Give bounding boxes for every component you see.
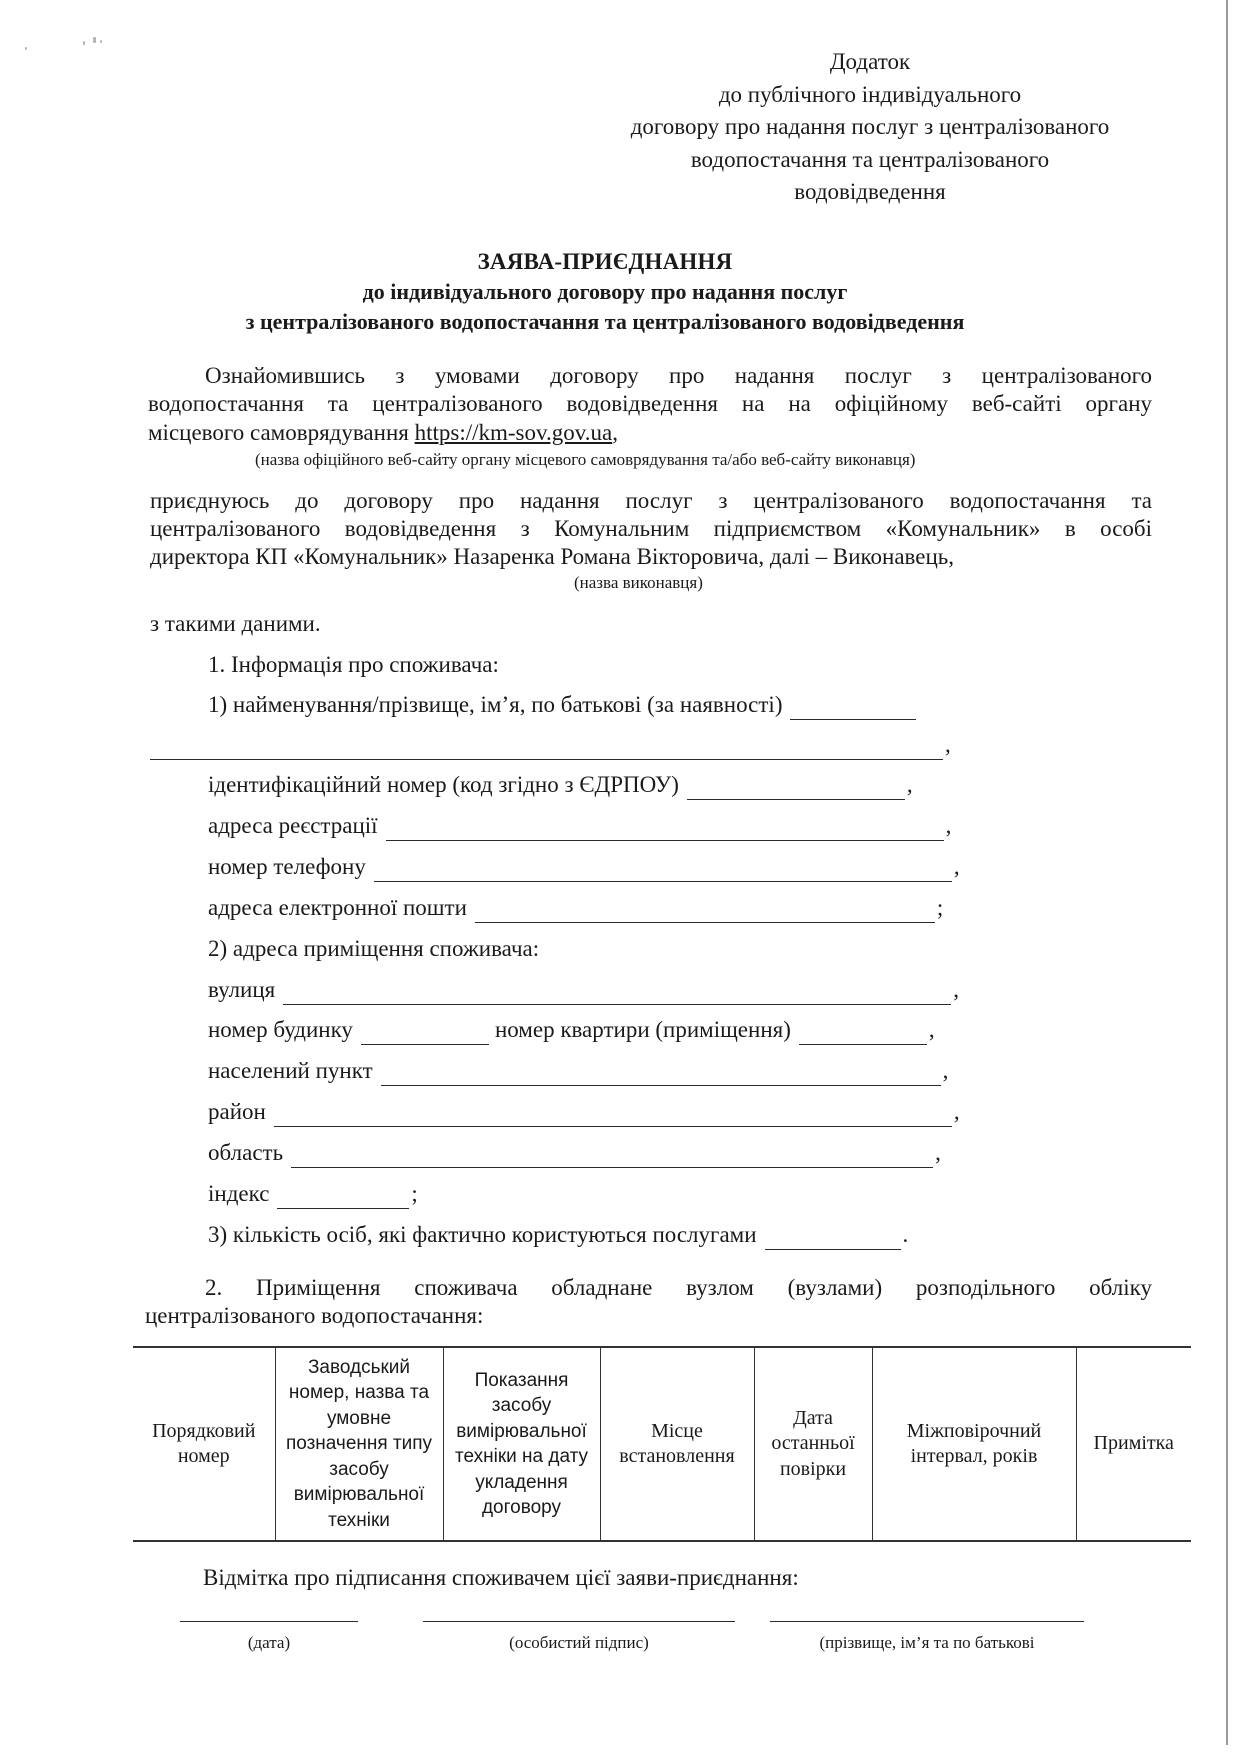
website-link[interactable]: https://km-sov.gov.ua xyxy=(414,420,613,445)
settlement-label: населений пункт xyxy=(208,1058,373,1083)
edrpou-end: , xyxy=(906,772,913,797)
appendix-line: водопостачання та централізованого xyxy=(690,146,1050,172)
email-field[interactable] xyxy=(475,899,935,923)
phone-row xyxy=(208,852,960,882)
apartment-field[interactable] xyxy=(799,1021,927,1045)
house-apartment-row xyxy=(208,1015,935,1045)
executor-caption: (назва виконавця) xyxy=(574,573,703,592)
col-header-factory-number: Заводський номер, назва та умовне позначення типу засобу вимірювальної техніки xyxy=(275,1347,443,1541)
settlement-row xyxy=(208,1056,948,1086)
postcode-label: індекс xyxy=(208,1181,270,1206)
postcode-end: ; xyxy=(411,1181,418,1206)
consumer-name-end: , xyxy=(945,732,951,757)
edrpou-field[interactable] xyxy=(687,776,905,800)
consumer-name-row xyxy=(208,690,916,720)
premises-address-heading: 2) адреса приміщення споживача: xyxy=(208,936,540,961)
section2-line-2: централізованого водопостачання: xyxy=(145,1303,484,1328)
consumer-name-label: 1) найменування/прізвище, ім’я, по батькові (за наявності) xyxy=(208,692,783,717)
join-line-4: з такими даними. xyxy=(150,611,321,636)
full-name-caption: (прізвище, ім’я та по батькові xyxy=(819,1633,1035,1652)
appendix-line: Додаток xyxy=(829,49,911,74)
join-line-2: централізованого водовідведення з Комунальним підприємством «Комунальник» в особі xyxy=(150,516,1152,541)
section2-line-1: 2. Приміщення споживача обладнане вузлом (вузлами) розподільного обліку xyxy=(205,1275,1152,1300)
registration-address-field[interactable] xyxy=(386,817,944,841)
appendix-line: водовідведення xyxy=(794,179,946,204)
signature-caption: (особистий підпис) xyxy=(509,1633,649,1652)
table-header-row xyxy=(133,1347,1191,1541)
join-line-3: директора КП «Комунальник» Назаренка Романа Вікторовича, далі – Виконавець, xyxy=(150,544,955,569)
street-field[interactable] xyxy=(283,981,951,1005)
registration-address-end: , xyxy=(945,813,952,838)
email-row xyxy=(208,893,943,923)
document-title xyxy=(140,247,1070,337)
email-end: ; xyxy=(936,895,944,920)
appendix-line: договору про надання послуг з централізованого xyxy=(630,114,1110,139)
house-field[interactable] xyxy=(361,1021,489,1045)
title-subtitle-1: до індивідуального договору про надання послуг xyxy=(362,279,848,304)
scan-artifact xyxy=(25,35,115,60)
col-header-last-verification: Дата останньої повірки xyxy=(754,1347,872,1541)
persons-count-field[interactable] xyxy=(765,1226,901,1250)
settlement-field[interactable] xyxy=(381,1062,941,1086)
col-header-verification-interval: Міжповірочний інтервал, років xyxy=(872,1347,1076,1541)
house-label: номер будинку xyxy=(208,1017,353,1042)
registration-address-row xyxy=(208,811,951,841)
section1-heading: 1. Інформація про споживача: xyxy=(208,652,499,677)
col-header-installation-place: Місце встановлення xyxy=(600,1347,754,1541)
col-header-serial-number: Порядковий номер xyxy=(133,1347,275,1541)
apartment-label: номер квартири (приміщення) xyxy=(494,1017,791,1042)
title-main: ЗАЯВА-ПРИЄДНАННЯ xyxy=(477,249,733,274)
appendix-header xyxy=(595,46,1145,209)
signature-heading: Відмітка про підписання споживачем цієї заяви-приєднання: xyxy=(203,1565,799,1590)
street-row xyxy=(208,975,959,1005)
postcode-row xyxy=(208,1179,418,1209)
consumer-name-row-2 xyxy=(150,730,951,760)
metering-units-table xyxy=(133,1346,1191,1542)
date-field[interactable] xyxy=(180,1620,358,1622)
edrpou-row xyxy=(208,770,913,800)
appendix-line: до публічного індивідуального xyxy=(718,81,1022,107)
phone-label: номер телефону xyxy=(208,854,366,879)
phone-end: , xyxy=(953,854,960,879)
col-header-note: Примітка xyxy=(1076,1347,1191,1541)
district-label: район xyxy=(208,1099,266,1124)
intro-line-1: Ознайомившись з умовами договору про надання послуг з централізованого xyxy=(205,363,1152,388)
persons-count-label: 3) кількість осіб, які фактично користуються послугами xyxy=(208,1222,757,1247)
postcode-field[interactable] xyxy=(277,1185,409,1209)
apartment-end: , xyxy=(928,1017,935,1042)
col-header-meter-reading: Показання засобу вимірювальної техніки на дату укладення договору xyxy=(443,1347,600,1541)
district-row xyxy=(208,1097,960,1127)
region-label: область xyxy=(208,1140,284,1165)
website-caption: (назва офіційного веб-сайту органу місцевого самоврядування та/або веб-сайту виконавця) xyxy=(255,450,916,469)
email-label: адреса електронної пошти xyxy=(208,895,467,920)
intro-line-3-prefix: місцевого самоврядування xyxy=(148,420,415,445)
settlement-end: , xyxy=(942,1058,949,1083)
region-end: , xyxy=(935,1140,941,1165)
persons-count-end: . xyxy=(902,1222,909,1247)
region-field[interactable] xyxy=(291,1144,933,1168)
intro-line-3 xyxy=(148,418,618,448)
scan-edge-line xyxy=(1226,0,1228,1745)
phone-field[interactable] xyxy=(374,858,952,882)
consumer-name-field-2[interactable] xyxy=(150,736,943,760)
join-line-1: приєднуюсь до договору про надання послуг з централізованого водопостачання та xyxy=(150,488,1152,513)
consumer-name-field-1[interactable] xyxy=(790,696,916,720)
street-label: вулиця xyxy=(208,977,276,1002)
edrpou-label: ідентифікаційний номер (код згідно з ЄДРПОУ) xyxy=(208,772,679,797)
region-row xyxy=(208,1138,941,1168)
intro-line-3-suffix: , xyxy=(612,420,618,445)
full-name-field[interactable] xyxy=(770,1620,1084,1622)
date-caption: (дата) xyxy=(247,1633,291,1652)
district-field[interactable] xyxy=(274,1103,952,1127)
persons-count-row xyxy=(208,1220,908,1250)
intro-line-2: водопостачання та централізованого водовідведення на на офіційному веб-сайті органу xyxy=(148,391,1152,416)
title-subtitle-2: з централізованого водопостачання та централізованого водовідведення xyxy=(245,309,965,334)
registration-address-label: адреса реєстрації xyxy=(208,813,378,838)
street-end: , xyxy=(953,977,959,1002)
district-end: , xyxy=(953,1099,960,1124)
signature-field[interactable] xyxy=(423,1620,735,1622)
